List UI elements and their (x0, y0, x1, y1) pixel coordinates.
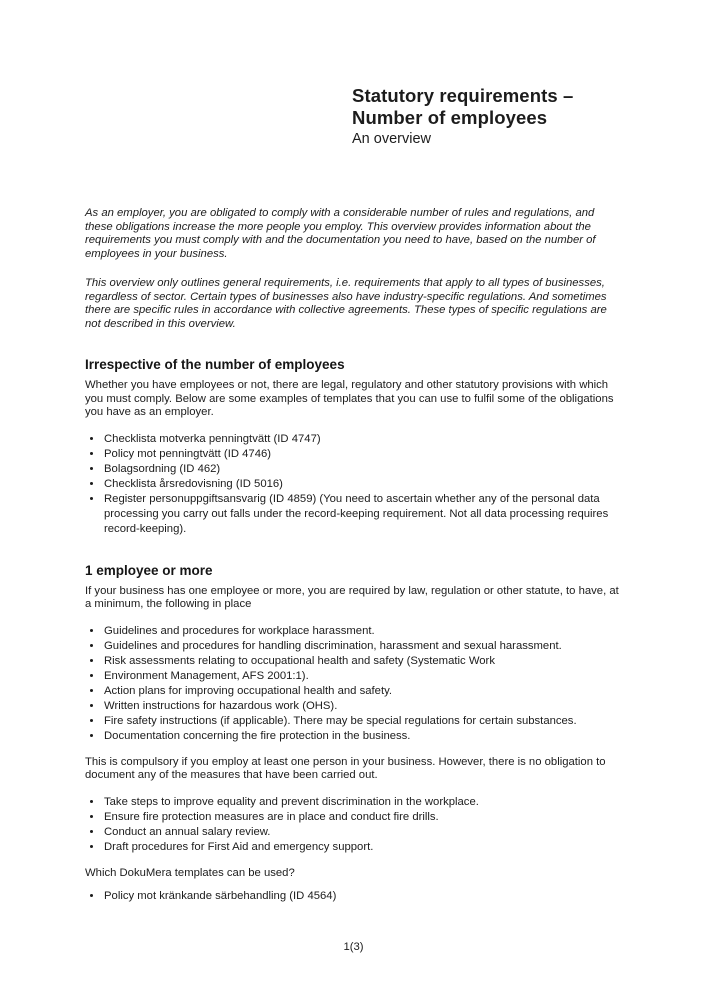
bullet-item: • Documentation concerning the fire protection in the business. (103, 729, 623, 744)
bullet-item: • Register personuppgiftsansvarig (ID 4859) (You need to ascertain whether any of the personal data processing you carry out falls under the record-keeping requirement. Not all data processing requires record-keeping). (103, 492, 623, 537)
bullet-item: • Environment Management, AFS 2001:1). (103, 669, 623, 684)
section-paragraph: If your business has one employee or more, you are required by law, regulation or other statute, to have, at a minimum, the following in place (85, 584, 619, 610)
document-body (85, 207, 623, 916)
section-heading-irrespective: Irrespective of the number of employees (85, 357, 345, 372)
bullet-item: • Policy mot kränkande särbehandling (ID 4564) (103, 889, 623, 904)
intro-paragraph-2: This overview only outlines general requirements, i.e. requirements that apply to all types of businesses, regardless of sector. Certain types of businesses also have industry-specific regulations. And sometimes there are specific rules in accordance with collective agreements. These types of specific regulations are not described in this overview. (85, 277, 607, 330)
bullet-item: • Written instructions for hazardous work (OHS). (103, 699, 623, 714)
bullet-item: • Draft procedures for First Aid and emergency support. (103, 840, 623, 855)
requirements-list (85, 624, 623, 744)
section-paragraph: This is compulsory if you employ at least one person in your business. However, there is no obligation to document any of the measures that have been carried out. (85, 755, 606, 781)
bullet-item: • Bolagsordning (ID 462) (103, 462, 623, 477)
intro-paragraph-1: As an employer, you are obligated to comply with a considerable number of rules and regulations, and these obligations increase the more people you employ. This overview provides information about the requirements you must comply with and the documentation you need to have, based on the number of employees in your business. (85, 207, 596, 260)
measures-list (85, 795, 623, 855)
page-number: 1(3) (343, 941, 364, 953)
bullet-item: • Policy mot penningtvätt (ID 4746) (103, 447, 623, 462)
bullet-item: • Guidelines and procedures for handling discrimination, harassment and sexual harassment. (103, 639, 623, 654)
bullet-item: • Take steps to improve equality and prevent discrimination in the workplace. (103, 795, 623, 810)
section-paragraph: Whether you have employees or not, there are legal, regulatory and other statutory provisions with which you must comply. Below are some examples of templates that you can use to fulfil some of the obligations you have as an employer. (85, 379, 614, 418)
bullet-item: • Risk assessments relating to occupational health and safety (Systematic Work (103, 654, 623, 669)
title-block (352, 85, 652, 148)
template-list (85, 432, 623, 537)
document-subtitle: An overview (352, 131, 431, 147)
bullet-item: • Ensure fire protection measures are in place and conduct fire drills. (103, 810, 623, 825)
document-title (352, 85, 652, 128)
bullet-item: • Conduct an annual salary review. (103, 825, 623, 840)
dokumera-template-list (85, 889, 623, 904)
bullet-item: • Guidelines and procedures for workplace harassment. (103, 624, 623, 639)
bullet-item: • Fire safety instructions (if applicable). There may be special regulations for certain substances. (103, 714, 623, 729)
document-title-line2: Number of employees (352, 106, 548, 128)
templates-question: Which DokuMera templates can be used? (85, 866, 295, 879)
bullet-item: • Checklista motverka penningtvätt (ID 4747) (103, 432, 623, 447)
bullet-item: • Checklista årsredovisning (ID 5016) (103, 477, 623, 492)
document-title-line1: Statutory requirements – (352, 85, 574, 106)
bullet-item: • Action plans for improving occupational health and safety. (103, 684, 623, 699)
section-heading-one-employee: 1 employee or more (85, 562, 213, 578)
